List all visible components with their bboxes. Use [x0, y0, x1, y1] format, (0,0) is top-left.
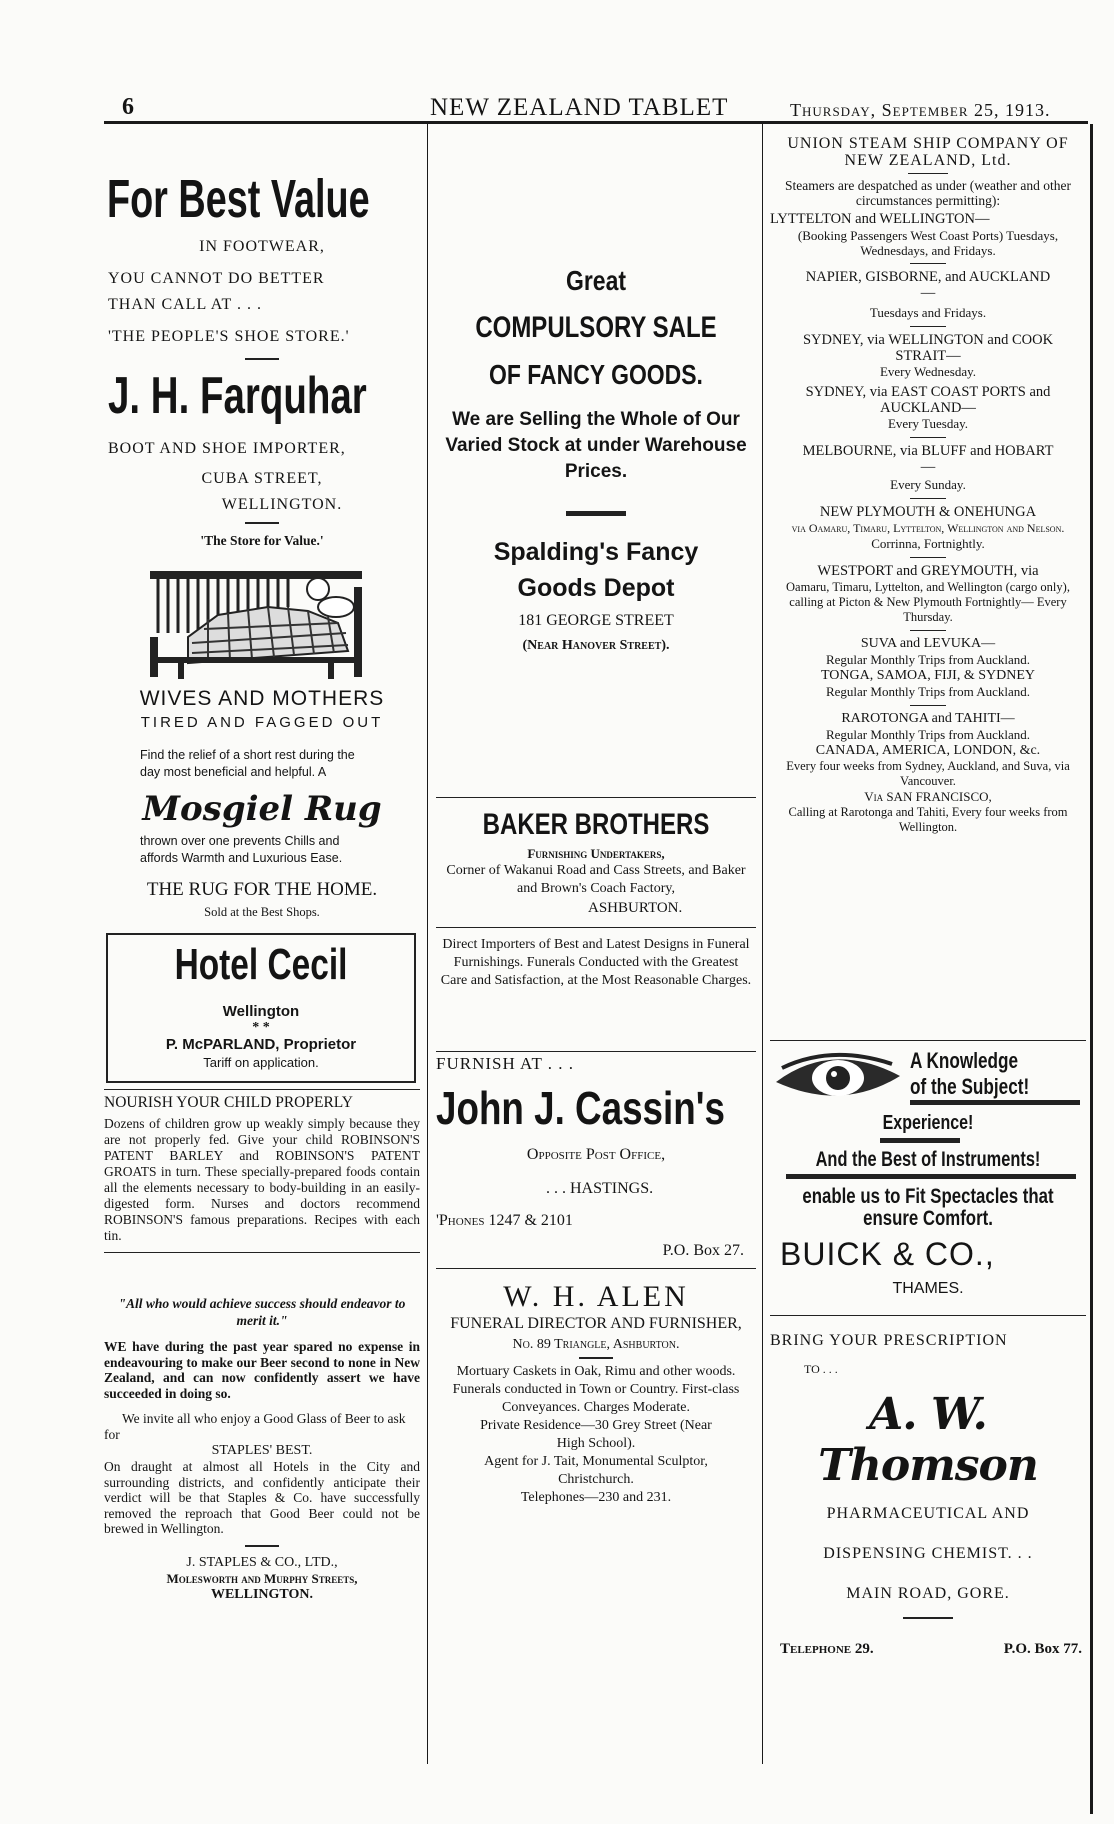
alen-agent: Agent for J. Tait, Monumental Sculptor, Christchurch.: [484, 1454, 708, 1487]
spalding-name: Spalding's Fancy Goods Depot: [493, 538, 699, 602]
divider: [910, 705, 946, 706]
staples-company: J. STAPLES & CO., LTD.,: [186, 1554, 338, 1570]
route-6-detail: Corrinna, Fortnightly.: [871, 536, 985, 551]
divider: [770, 1315, 1086, 1316]
route-3-detail: Every Wednesday.: [879, 364, 977, 379]
staples-city: WELLINGTON.: [210, 1586, 314, 1602]
right-edge-rule: [1090, 124, 1093, 1814]
route-10-heading: RAROTONGA and TAHITI—: [841, 711, 1015, 726]
alen-address: No. 89 Triangle, Ashburton.: [512, 1337, 680, 1352]
hotel-tariff: Tariff on application.: [203, 1055, 319, 1070]
staples-ad: [104, 1295, 420, 1603]
column-rule-2: [762, 124, 763, 1764]
thomson-name: A. W. Thomson: [818, 1389, 1038, 1491]
divider: [245, 358, 279, 360]
issue-date: Thursday, September 25, 1913.: [790, 100, 1051, 120]
buick-name: BUICK & CO.,: [780, 1236, 995, 1272]
cassin-name: John J. Cassin's: [436, 1082, 725, 1134]
baker-name: BAKER BROTHERS: [482, 808, 710, 841]
route-9-heading: TONGA, SAMOA, FIJI, & SYDNEY: [820, 668, 1036, 683]
route-7-detail: Oamaru, Timaru, Lyttelton, and Wellington (cargo only), calling at Picton & New Plymouth Fortnightly— Every Thursday.: [786, 580, 1070, 624]
divider: [910, 437, 946, 438]
divider: [770, 1040, 1086, 1041]
divider: [436, 1268, 756, 1269]
rug-slogan: THE RUG FOR THE HOME.: [146, 879, 378, 900]
buick-experience: Experience!: [882, 1112, 974, 1134]
buick-knowledge-2: of the Subject!: [910, 1074, 1030, 1099]
route-2-detail: Tuesdays and Fridays.: [869, 305, 987, 320]
route-11-heading: CANADA, AMERICA, LONDON, &c.: [815, 743, 1041, 758]
sale-line-4: We are Selling the Whole of Our Varied Stock at under Warehouse Prices.: [445, 409, 747, 482]
farquhar-line-1: IN FOOTWEAR,: [199, 238, 325, 255]
sale-line-2: COMPULSORY SALE: [475, 311, 717, 344]
baker-brothers-ad: [436, 797, 756, 990]
sale-line-1: Great: [566, 265, 626, 296]
thomson-contact-row: [770, 1641, 1086, 1658]
baker-address: Corner of Wakanui Road and Cass Streets, and Baker and Brown's Coach Factory,: [446, 863, 746, 896]
divider: [104, 1252, 420, 1253]
farquhar-name: J. H. Farquhar: [108, 367, 367, 425]
baker-trade: Furnishing Undertakers,: [527, 846, 665, 861]
hotel-name: Hotel Cecil: [174, 940, 348, 989]
alen-residence: Private Residence—30 Grey Street (Near High School).: [480, 1418, 712, 1451]
hotel-proprietor: P. McPARLAND, Proprietor: [165, 1036, 357, 1053]
spalding-near: (Near Hanover Street).: [522, 638, 670, 653]
divider: [245, 1545, 279, 1547]
farquhar-line-3: THAN CALL AT . . .: [108, 296, 262, 313]
cassin-opposite: Opposite Post Office,: [526, 1146, 666, 1163]
rug-body-1: Find the relief of a short rest during the day most beneficial and helpful. A: [140, 748, 355, 779]
route-5-detail: Every Sunday.: [890, 477, 966, 492]
cassin-intro: FURNISH AT . . .: [436, 1054, 575, 1073]
cassin-ad: [436, 1051, 756, 1269]
divider: [910, 326, 946, 327]
farquhar-city: WELLINGTON.: [221, 496, 343, 513]
hotel-stars: * *: [252, 1020, 270, 1035]
spalding-ad: [436, 265, 756, 654]
route-7-heading: WESTPORT and GREYMOUTH, via: [817, 563, 1039, 579]
rug-sold: Sold at the Best Shops.: [204, 905, 320, 919]
cassin-box: P.O. Box 27.: [662, 1242, 744, 1259]
route-8-heading: SUVA and LEVUKA—: [860, 636, 996, 651]
alen-body: Mortuary Caskets in Oak, Rimu and other woods. Funerals conducted in Town or Country. First-class Conveyances. Charges Moderate.: [452, 1364, 740, 1415]
farquhar-ad: [104, 170, 420, 549]
robinson-ad: [104, 1089, 420, 1253]
spalding-address: 181 GEORGE STREET: [518, 612, 674, 629]
divider: [910, 1100, 1080, 1105]
thomson-line-1: BRING YOUR PRESCRIPTION: [770, 1332, 1008, 1349]
divider: [910, 263, 946, 264]
divider: [908, 173, 948, 174]
divider: [566, 511, 626, 516]
thomson-line-2: TO . . .: [804, 1362, 838, 1376]
robinson-heading: NOURISH YOUR CHILD PROPERLY: [104, 1094, 353, 1111]
staples-best: STAPLES' BEST.: [211, 1443, 313, 1458]
thomson-line-5: MAIN ROAD, GORE.: [846, 1585, 1010, 1602]
divider: [910, 498, 946, 499]
route-3-heading: SYDNEY, via WELLINGTON and COOK STRAIT—: [802, 332, 1054, 364]
thomson-ad: [770, 1315, 1086, 1658]
thomson-box: P.O. Box 77.: [1003, 1641, 1082, 1657]
divider: [910, 557, 946, 558]
route-8-detail: Regular Monthly Trips from Auckland.: [825, 652, 1031, 667]
staples-para-1: WE have during the past year spared no expense in endeavouring to make our Beer second to none in New Zealand, and can now confidently assert we have succeeded in doing so.: [104, 1339, 420, 1401]
route-6-via: via Oamaru, Timaru, Lyttelton, Wellington and Nelson.: [791, 521, 1065, 535]
alen-ad: [436, 1280, 756, 1507]
union-steam-ship-ad: [770, 135, 1086, 835]
union-intro: Steamers are despatched as under (weather and other circumstances permitting):: [785, 178, 1071, 208]
farquhar-headline: For Best Value: [107, 169, 370, 229]
cassin-town: . . . HASTINGS.: [546, 1180, 654, 1197]
newspaper-title: NEW ZEALAND TABLET: [430, 94, 729, 121]
baker-town: ASHBURTON.: [588, 900, 683, 916]
hotel-cecil-ad: [106, 933, 416, 1083]
route-5-heading: MELBOURNE, via BLUFF and HOBART—: [802, 443, 1054, 475]
route-11-calling: Calling at Rarotonga and Tahiti, Every four weeks from Wellington.: [788, 805, 1068, 834]
eye-illustration: [772, 1046, 904, 1110]
column-right: [770, 135, 1088, 1824]
divider: [436, 1051, 756, 1052]
divider: [786, 1174, 1076, 1179]
route-11-via: Via SAN FRANCISCO,: [864, 789, 992, 804]
farquhar-line-4: 'THE PEOPLE'S SHOE STORE.': [108, 328, 350, 345]
thomson-line-4: DISPENSING CHEMIST. . .: [823, 1545, 1033, 1562]
header-rule: [104, 121, 1088, 124]
staples-para-2: We invite all who enjoy a Good Glass of Beer to ask for: [104, 1411, 406, 1442]
thomson-phone: Telephone 29.: [780, 1641, 874, 1657]
divider: [579, 1357, 613, 1359]
route-6-heading: NEW PLYMOUTH & ONEHUNGA: [819, 504, 1037, 520]
cassin-phones: 'Phones 1247 & 2101: [436, 1212, 573, 1229]
route-9-detail: Regular Monthly Trips from Auckland.: [825, 684, 1031, 699]
buick-town: THAMES.: [892, 1280, 964, 1297]
farquhar-line-2: YOU CANNOT DO BETTER: [108, 270, 325, 287]
rug-illustration: [148, 567, 366, 681]
rug-heading-2: TIRED AND FAGGED OUT: [140, 714, 384, 731]
route-1-detail: (Booking Passengers West Coast Ports) Tuesdays, Wednesdays, and Fridays.: [797, 228, 1059, 258]
column-left: [104, 135, 420, 1815]
route-11-detail: Every four weeks from Sydney, Auckland, and Suva, via Vancouver.: [786, 759, 1070, 788]
staples-para-3: On draught at almost all Hotels in the City and surrounding districts, and confidently anticipate their verdict will be that Staples & Co. have successfully removed the reproach that Good Beer could not be brewed in Wellington.: [104, 1459, 420, 1536]
thomson-line-3: PHARMACEUTICAL AND: [826, 1505, 1030, 1522]
divider: [436, 927, 756, 928]
divider: [903, 1617, 953, 1619]
buick-knowledge-1: A Knowledge: [910, 1048, 1019, 1073]
route-4-heading: SYDNEY, via EAST COAST PORTS and AUCKLAND—: [805, 384, 1051, 416]
route-4-detail: Every Tuesday.: [887, 416, 969, 431]
baker-body: Direct Importers of Best and Latest Designs in Funeral Furnishings. Funerals Conducted with the Greatest Care and Satisfaction, at the Most Reasonable Charges.: [440, 937, 752, 988]
buick-spectacles: enable us to Fit Spectacles that ensure Comfort.: [802, 1185, 1054, 1230]
column-middle: [436, 135, 756, 1815]
divider: [245, 522, 279, 524]
route-2-heading: NAPIER, GISBORNE, and AUCKLAND—: [805, 269, 1051, 301]
farquhar-tagline: 'The Store for Value.': [200, 533, 324, 548]
route-1-heading: LYTTELTON and WELLINGTON—: [770, 211, 990, 227]
divider: [910, 630, 946, 631]
buick-instruments: And the Best of Instruments!: [815, 1148, 1041, 1171]
divider: [880, 1138, 960, 1143]
alen-phones: Telephones—230 and 231.: [520, 1490, 672, 1505]
farquhar-trade: BOOT AND SHOE IMPORTER,: [108, 440, 346, 457]
divider: [104, 1089, 420, 1090]
mosgiel-rug-ad: [104, 687, 420, 920]
robinson-body: Dozens of children grow up weakly simply because they are not properly fed. Give your child ROBINSON'S PATENT BARLEY and ROBINSON'S PATENT GROATS in turn. These specially-prepared foods contain all the elements necessary to body-building in an easily-digested form. Nurses and doctors recommend ROBINSON'S famous preparations. Recipes with each tin.: [104, 1116, 420, 1243]
column-rule-1: [427, 124, 428, 1764]
hotel-city: Wellington: [222, 1003, 300, 1020]
buick-ad: [770, 1040, 1086, 1297]
sale-line-3: OF FANCY GOODS.: [489, 359, 703, 390]
staples-streets: Molesworth and Murphy Streets,: [166, 1570, 358, 1586]
farquhar-street: CUBA STREET,: [201, 470, 323, 487]
staples-quote: "All who would achieve success should endeavor to merit it.": [118, 1296, 406, 1328]
alen-name: W. H. ALEN: [503, 1280, 689, 1313]
page-number: 6: [122, 94, 134, 120]
rug-heading-1: WIVES AND MOTHERS: [139, 687, 385, 710]
alen-trade: FUNERAL DIRECTOR AND FURNISHER,: [450, 1315, 742, 1332]
rug-body-2: thrown over one prevents Chills and affords Warmth and Luxurious Ease.: [140, 834, 343, 865]
route-10-detail: Regular Monthly Trips from Auckland.: [825, 727, 1031, 742]
mosgiel-rug-brand: Mosgiel Rug: [142, 789, 382, 829]
divider: [436, 797, 756, 798]
union-title: UNION STEAM SHIP COMPANY OF NEW ZEALAND, Ltd.: [787, 135, 1069, 169]
